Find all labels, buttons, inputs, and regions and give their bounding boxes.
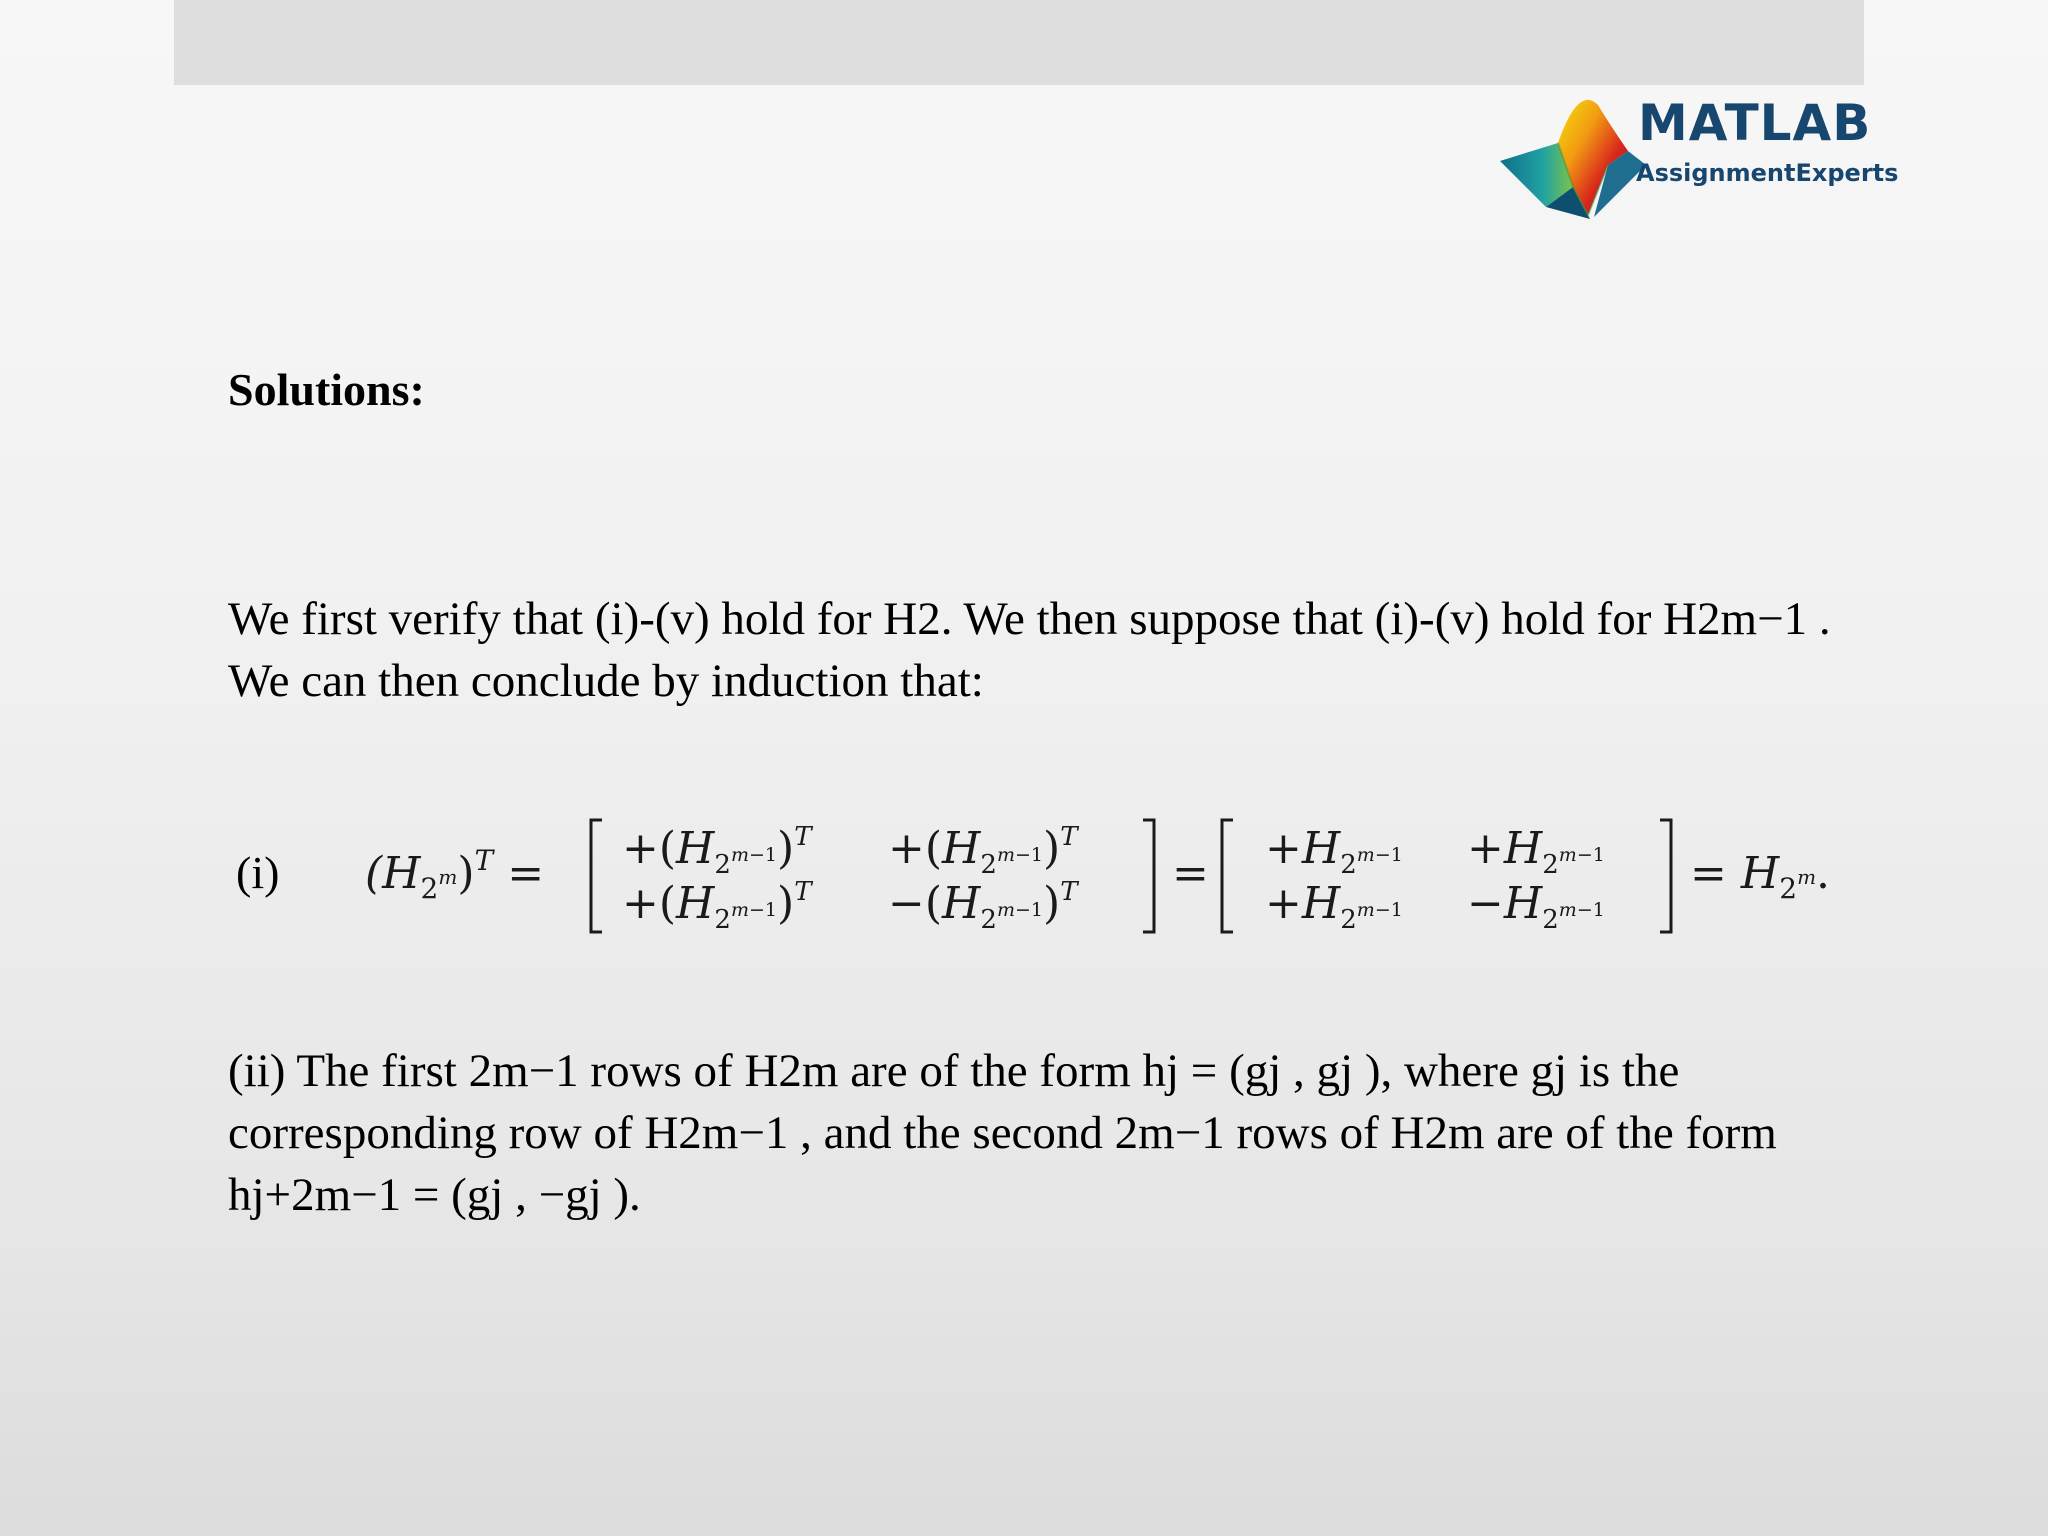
equation-rhs: = $H_2^m$. (1690, 848, 1831, 905)
matrix-1-left-bracket (591, 820, 602, 932)
svg-text:+H2m−1: $+H_2^m-1$ (1265, 878, 1403, 935)
svg-text:−H2m−1: $-H_2^m-1$ (1467, 878, 1605, 935)
slide-header-bar (174, 0, 1864, 85)
equals-sign: = (1172, 848, 1209, 899)
matlab-logo (1498, 95, 1898, 225)
equation-lhs: $(H_2^m)^T$ = (365, 844, 545, 905)
svg-text:+(H2m−1)T: $+(H_2^m-1)^T$ (622, 822, 812, 880)
matrix-2-left-bracket (1222, 820, 1233, 932)
equation-label: (i) (236, 847, 280, 898)
svg-text:+(H2m−1)T: $+(H_2^m-1)^T$ (888, 822, 1078, 880)
section-heading: Solutions: (228, 364, 425, 415)
svg-text:−(H2m−1)T: $-(H_2^m-1)^T$ (888, 877, 1078, 935)
matrix-1 (622, 822, 1079, 935)
transpose-equation (360, 800, 1850, 950)
matlab-membrane-icon (1498, 95, 1648, 220)
matrix-2-right-bracket (1660, 820, 1671, 932)
matrix-1-right-bracket (1143, 820, 1154, 932)
matrix-2 (1265, 823, 1605, 935)
induction-paragraph: We first verify that (i)-(v) hold for H2. We then suppose that (i)-(v) hold for H2m−1 . We can then conclude by induction that: (228, 593, 1831, 707)
rows-paragraph: (ii) The first 2m−1 rows of H2m are of the form hj = (gj , gj ), where gj is the corresponding row of H2m−1 , and the second 2m−1 rows of H2m are of the form hj+2m−1 = (gj , −gj ). (228, 1045, 1777, 1221)
svg-text:+(H2m−1)T: $+(H_2^m-1)^T$ (622, 877, 812, 935)
logo-subtitle: AssignmentExperts (1636, 159, 1899, 187)
logo-title: MATLAB (1638, 94, 1872, 152)
svg-text:+H2m−1: $+H_2^m-1$ (1467, 823, 1605, 880)
svg-text:+H2m−1: $+H_2^m-1$ (1265, 823, 1403, 880)
